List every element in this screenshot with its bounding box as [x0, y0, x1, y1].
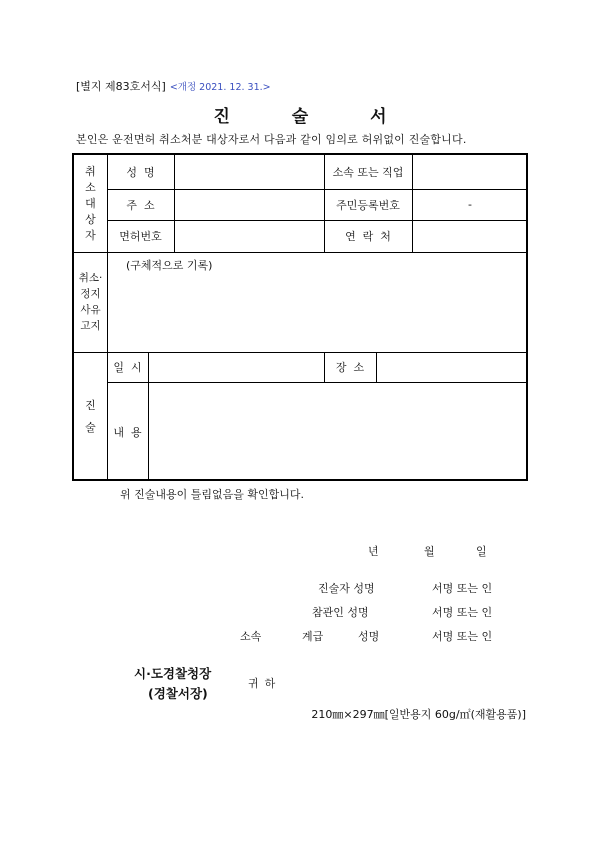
name-field[interactable] — [174, 155, 324, 189]
resident-number-label: 주민등록번호 — [336, 198, 400, 212]
witness-name-label: 참관인 성명 — [312, 606, 369, 619]
license-number-field[interactable] — [174, 220, 324, 252]
form-number: [별지 제83호서식] <개정 2021. 12. 31.> — [76, 80, 271, 93]
confirmation-text: 위 진술내용이 틀림없음을 확인합니다. — [120, 488, 305, 501]
document-title: 진 술 서 — [213, 107, 415, 127]
affiliation-field[interactable] — [412, 155, 528, 189]
statement-form-table — [72, 153, 528, 481]
paper-spec: 210㎜×297㎜[일반용지 60g/㎡(재활용품)] — [311, 708, 526, 721]
datetime-field[interactable] — [148, 352, 324, 382]
address-label: 주 소 — [126, 198, 155, 212]
content-label: 내 용 — [113, 425, 142, 439]
contact-label: 연 락 처 — [345, 230, 391, 243]
reason-section-label: 취소· 정지 사유 고지 — [78, 272, 103, 332]
datetime-label: 일 시 — [113, 361, 142, 374]
subject-section-label: 취 소 대 상 자 — [85, 164, 96, 242]
intro-statement: 본인은 운전면허 취소처분 대상자로서 다음과 같이 임의로 허위없이 진술합니다. — [76, 133, 467, 146]
reason-note: (구체적으로 기록) — [126, 259, 213, 272]
statement-section-label: 진 술 — [85, 398, 96, 434]
resident-number-field[interactable]: - — [468, 198, 472, 211]
place-label: 장 소 — [335, 361, 365, 374]
recipient-line1: 시·도경찰청장 — [134, 666, 212, 681]
stater-name-label: 진술자 성명 — [318, 582, 375, 595]
year-label: 년 — [368, 545, 379, 558]
address-field[interactable] — [174, 189, 324, 220]
recipient-line2: (경찰서장) — [148, 686, 208, 701]
license-number-label: 면허번호 — [119, 230, 162, 243]
name-label: 성 명 — [126, 166, 155, 179]
recipient-honorific: 귀하 — [248, 677, 282, 690]
witness-sign-label: 서명 또는 인 — [432, 606, 493, 619]
affiliation-label: 소속 또는 직업 — [332, 166, 404, 179]
revision-note: <개정 2021. 12. 31.> — [169, 82, 271, 93]
officer-rank-label: 계급 — [302, 630, 324, 643]
stater-sign-label: 서명 또는 인 — [432, 582, 493, 595]
content-field[interactable] — [148, 382, 528, 481]
month-label: 월 — [424, 545, 435, 558]
officer-affiliation-label: 소속 — [240, 630, 262, 643]
officer-name-label: 성명 — [358, 630, 380, 643]
reason-field[interactable] — [108, 275, 527, 351]
contact-field[interactable] — [412, 220, 528, 252]
place-field[interactable] — [376, 352, 528, 382]
officer-sign-label: 서명 또는 인 — [432, 630, 493, 643]
day-label: 일 — [476, 545, 487, 558]
